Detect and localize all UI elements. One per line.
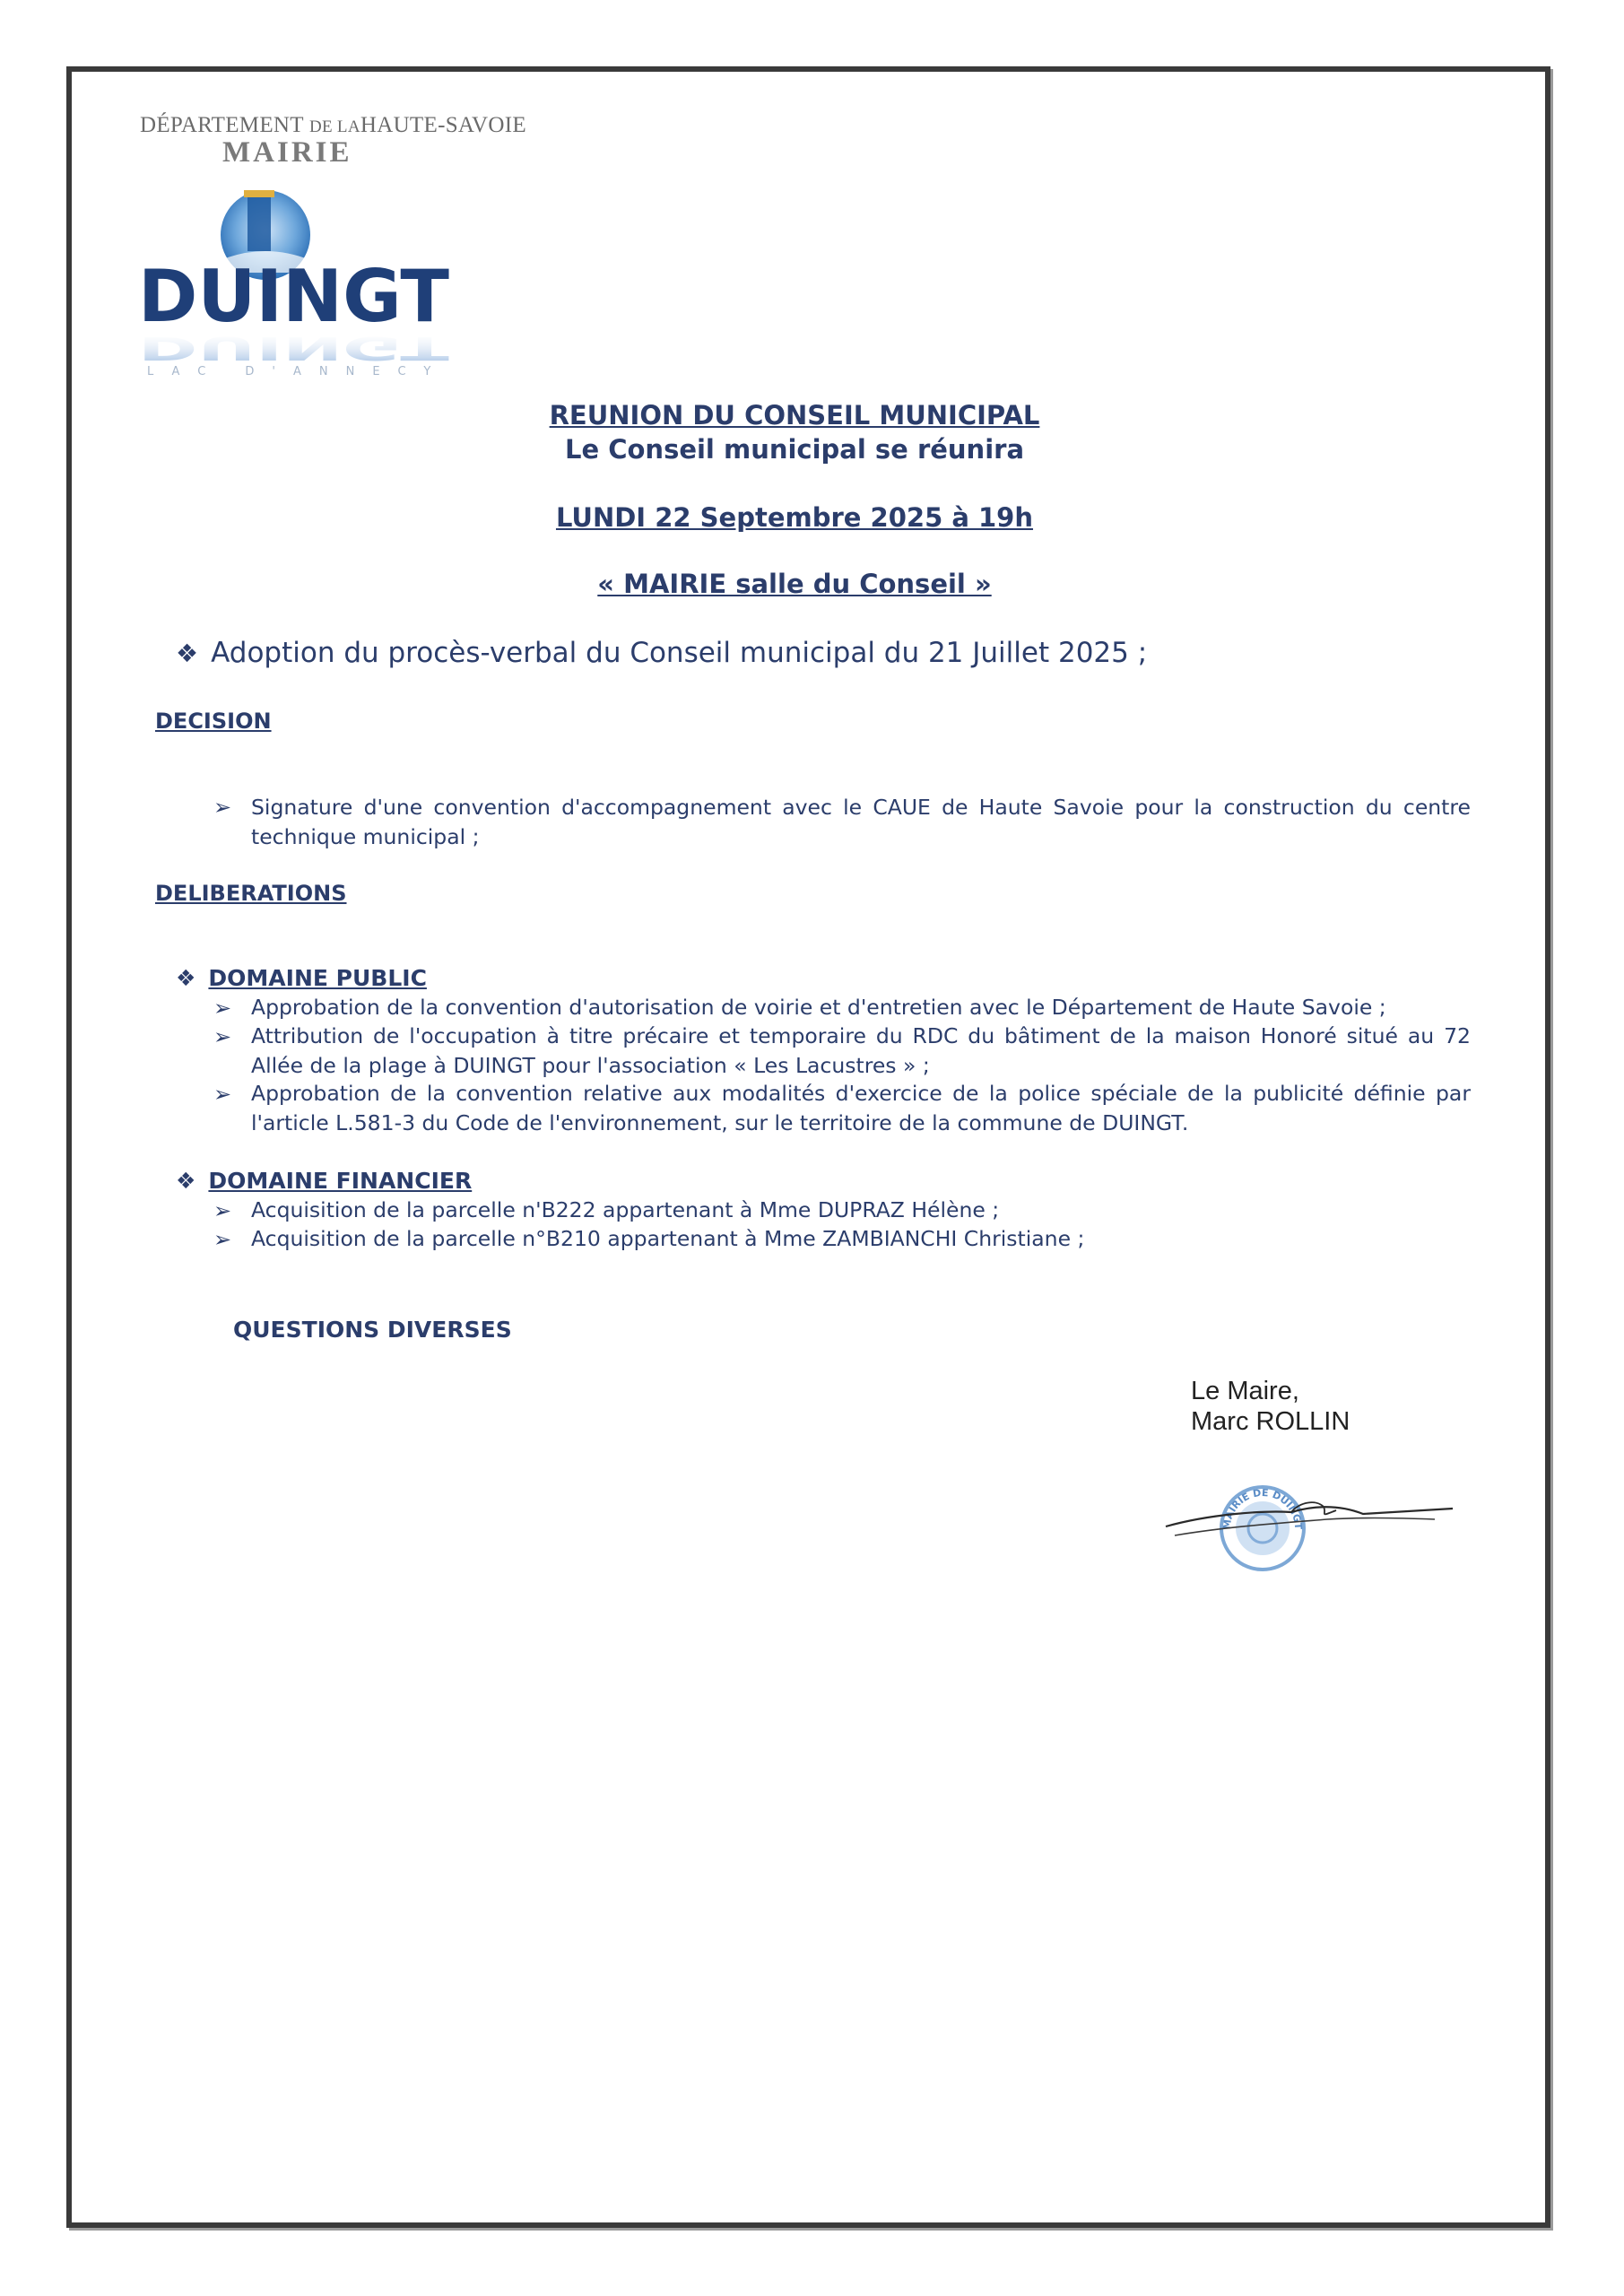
domaine-public-heading: ❖ DOMAINE PUBLIC [176, 965, 427, 991]
domaine-public-item-1: Approbation de la convention d'autorisation de voirie et d'entretien avec le Département de Haute Savoie ; [251, 995, 1386, 1020]
domaine-financier-heading: ❖ DOMAINE FINANCIER [176, 1168, 473, 1194]
arrow-bullet-icon: ➢ [213, 1026, 232, 1049]
meeting-subtitle: Le Conseil municipal se réunira [564, 434, 1025, 465]
domaine-financier-item-2: Acquisition de la parcelle n°B210 appartenant à Mme ZAMBIANCHI Christiane ; [251, 1226, 1085, 1251]
departement-label: DÉPARTEMENT DE LAHAUTE-SAVOIE [140, 113, 526, 137]
arrow-bullet-icon: ➢ [213, 1083, 232, 1107]
signature-stamp [1157, 1471, 1462, 1587]
arrow-bullet-icon: ➢ [213, 1229, 232, 1252]
tower-top-icon [244, 190, 274, 197]
deliberations-heading: DELIBERATIONS [155, 881, 347, 906]
diamond-bullet-icon: ❖ [176, 965, 196, 991]
diamond-bullet-icon: ❖ [176, 639, 199, 668]
stamp-text: MAIRIE DE DUINGT [1220, 1486, 1305, 1530]
diamond-bullet-icon: ❖ [176, 1168, 196, 1194]
duingt-logo [135, 179, 493, 386]
arrow-bullet-icon: ➢ [213, 997, 232, 1021]
meeting-title: REUNION DU CONSEIL MUNICIPAL [549, 400, 1040, 430]
questions-diverses: QUESTIONS DIVERSES [233, 1317, 512, 1343]
domaine-public-item-3: Approbation de la convention relative aux modalités d'exercice de la police spéciale de la publicité définie par l'article L.581-3 du Code de l'environnement, sur le territoire de la commune de DUINGT. [251, 1081, 1471, 1135]
decision-heading: DECISION [155, 709, 272, 734]
domaine-public-item-2: Attribution de l'occupation à titre précaire et temporaire du RDC du bâtiment de la maison Honoré situé au 72 Allée de la plage à DUINGT pour l'association « Les Lacustres » ; [251, 1023, 1471, 1078]
meeting-date: LUNDI 22 Septembre 2025 à 19h [555, 502, 1034, 533]
adoption-item: ❖ Adoption du procès-verbal du Conseil municipal du 21 Juillet 2025 ; [176, 637, 1148, 669]
logo-subtext: LAC D'ANNECY [147, 365, 449, 378]
arrow-bullet-icon: ➢ [213, 1200, 232, 1223]
signature-block [1191, 1376, 1350, 1437]
logo-text: DUINGT [138, 255, 449, 338]
mairie-label: MAIRIE [222, 136, 352, 169]
domaine-financier-item-1: Acquisition de la parcelle n'B222 appartenant à Mme DUPRAZ Hélène ; [251, 1197, 1000, 1222]
signature-name: Marc ROLLIN [1191, 1407, 1350, 1436]
meeting-location: « MAIRIE salle du Conseil » [597, 569, 992, 599]
tower-icon [248, 196, 271, 251]
page-border [66, 66, 1550, 2228]
decision-item: Signature d'une convention d'accompagnement avec le CAUE de Haute Savoie pour la construction du centre technique municipal ; [251, 795, 1471, 849]
signature-stroke-icon [1166, 1507, 1453, 1526]
logo-reflection: DUINGT [138, 329, 449, 368]
signature-title: Le Maire, [1191, 1377, 1299, 1405]
arrow-bullet-icon: ➢ [213, 796, 232, 820]
